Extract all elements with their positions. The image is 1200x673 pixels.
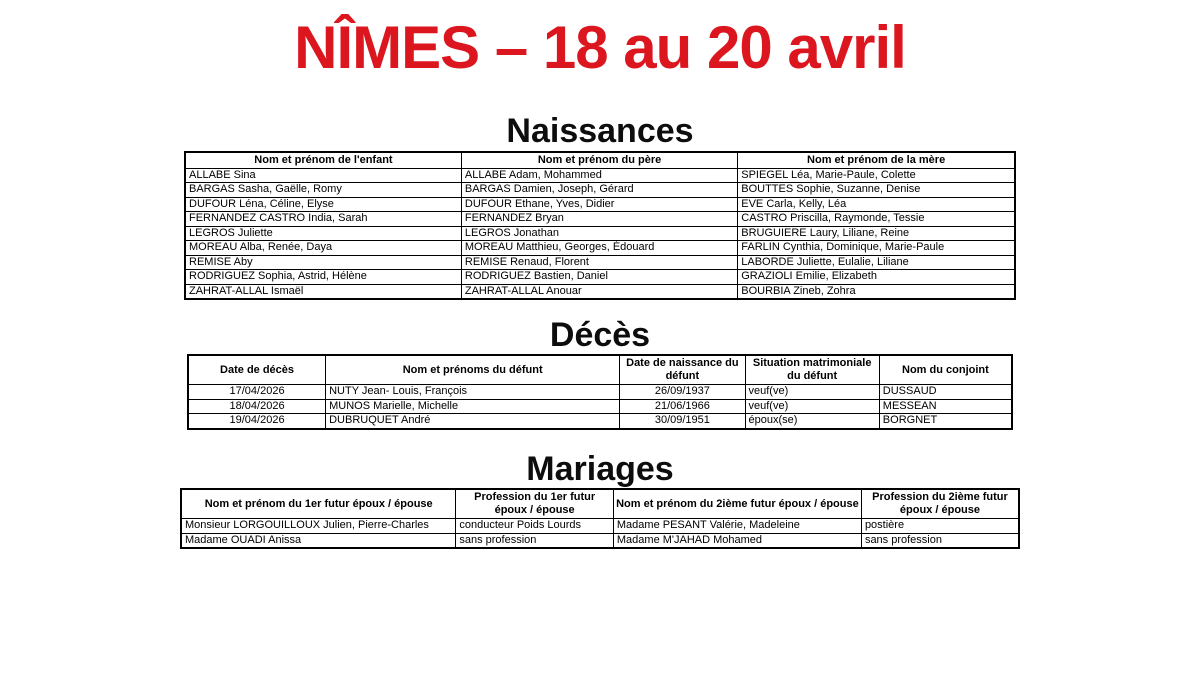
- table-cell: 18/04/2026: [188, 399, 326, 414]
- table-cell: ZAHRAT-ALLAL Ismaël: [185, 284, 461, 299]
- column-header: Profession du 1er futur époux / épouse: [456, 489, 614, 519]
- table-cell: MOREAU Matthieu, Georges, Édouard: [461, 241, 737, 256]
- table-row: [185, 270, 1015, 285]
- table-cell: BOUTTES Sophie, Suzanne, Denise: [738, 183, 1015, 198]
- table-cell: ALLABE Sina: [185, 168, 461, 183]
- table-cell: FERNANDEZ CASTRO India, Sarah: [185, 212, 461, 227]
- table-cell: 17/04/2026: [188, 385, 326, 400]
- table-row: [185, 197, 1015, 212]
- naissances-table: [184, 151, 1016, 301]
- table-row: [185, 226, 1015, 241]
- table-cell: SPIEGEL Léa, Marie-Paule, Colette: [738, 168, 1015, 183]
- column-header: Situation matrimoniale du défunt: [745, 355, 879, 385]
- deces-heading: Décès: [549, 316, 651, 355]
- column-header: Nom et prénoms du défunt: [326, 355, 620, 385]
- table-header-row: [181, 489, 1019, 519]
- table-cell: époux(se): [745, 414, 879, 429]
- table-cell: REMISE Aby: [185, 255, 461, 270]
- table-header-row: [185, 152, 1015, 169]
- table-row: [181, 533, 1019, 548]
- table-cell: MUNOS Marielle, Michelle: [326, 399, 620, 414]
- table-cell: BRUGUIERE Laury, Liliane, Reine: [738, 226, 1015, 241]
- table-cell: BARGAS Damien, Joseph, Gérard: [461, 183, 737, 198]
- table-cell: veuf(ve): [745, 385, 879, 400]
- column-header: Nom et prénom de l'enfant: [185, 152, 461, 169]
- table-row: [185, 183, 1015, 198]
- table-row: [185, 212, 1015, 227]
- table-cell: DUSSAUD: [879, 385, 1012, 400]
- table-cell: NUTY Jean- Louis, François: [326, 385, 620, 400]
- table-cell: 26/09/1937: [620, 385, 745, 400]
- table-cell: DUFOUR Léna, Céline, Elyse: [185, 197, 461, 212]
- deces-table: [187, 354, 1013, 430]
- table-cell: BORGNET: [879, 414, 1012, 429]
- table-cell: Madame OUADI Anissa: [181, 533, 456, 548]
- table-cell: GRAZIOLI Emilie, Elizabeth: [738, 270, 1015, 285]
- table-cell: LEGROS Juliette: [185, 226, 461, 241]
- table-cell: Madame M'JAHAD Mohamed: [613, 533, 861, 548]
- table-header-row: [188, 355, 1012, 385]
- table-cell: ZAHRAT-ALLAL Anouar: [461, 284, 737, 299]
- column-header: Date de naissance du défunt: [620, 355, 745, 385]
- table-cell: postière: [861, 519, 1019, 534]
- table-cell: EVE Carla, Kelly, Léa: [738, 197, 1015, 212]
- column-header: Nom et prénom de la mère: [738, 152, 1015, 169]
- column-header: Nom et prénom du père: [461, 152, 737, 169]
- table-cell: RODRIGUEZ Bastien, Daniel: [461, 270, 737, 285]
- table-cell: LABORDE Juliette, Eulalie, Liliane: [738, 255, 1015, 270]
- page-title: NÎMES – 18 au 20 avril: [294, 14, 906, 81]
- table-cell: RODRIGUEZ Sophia, Astrid, Hélène: [185, 270, 461, 285]
- table-cell: REMISE Renaud, Florent: [461, 255, 737, 270]
- table-cell: CASTRO Priscilla, Raymonde, Tessie: [738, 212, 1015, 227]
- table-row: [188, 399, 1012, 414]
- table-cell: BOURBIA Zineb, Zohra: [738, 284, 1015, 299]
- mariages-heading: Mariages: [526, 449, 674, 488]
- table-row: [185, 284, 1015, 299]
- table-row: [181, 519, 1019, 534]
- table-row: [188, 385, 1012, 400]
- table-cell: FARLIN Cynthia, Dominique, Marie-Paule: [738, 241, 1015, 256]
- table-cell: veuf(ve): [745, 399, 879, 414]
- column-header: Nom du conjoint: [879, 355, 1012, 385]
- table-cell: MOREAU Alba, Renée, Daya: [185, 241, 461, 256]
- table-cell: sans profession: [861, 533, 1019, 548]
- naissances-heading: Naissances: [506, 112, 694, 151]
- table-cell: MESSEAN: [879, 399, 1012, 414]
- column-header: Date de décès: [188, 355, 326, 385]
- table-cell: DUBRUQUET André: [326, 414, 620, 429]
- column-header: Profession du 2ième futur époux / épouse: [861, 489, 1019, 519]
- table-cell: Monsieur LORGOUILLOUX Julien, Pierre-Charles: [181, 519, 456, 534]
- column-header: Nom et prénom du 2ième futur époux / épouse: [613, 489, 861, 519]
- mariages-table: [180, 488, 1020, 549]
- table-cell: FERNANDEZ Bryan: [461, 212, 737, 227]
- table-row: [188, 414, 1012, 429]
- table-cell: 21/06/1966: [620, 399, 745, 414]
- table-cell: BARGAS Sasha, Gaëlle, Romy: [185, 183, 461, 198]
- column-header: Nom et prénom du 1er futur époux / épouse: [181, 489, 456, 519]
- table-cell: conducteur Poids Lourds: [456, 519, 614, 534]
- table-cell: 30/09/1951: [620, 414, 745, 429]
- table-row: [185, 255, 1015, 270]
- table-cell: LEGROS Jonathan: [461, 226, 737, 241]
- table-cell: 19/04/2026: [188, 414, 326, 429]
- table-row: [185, 241, 1015, 256]
- table-cell: ALLABE Adam, Mohammed: [461, 168, 737, 183]
- table-row: [185, 168, 1015, 183]
- table-cell: sans profession: [456, 533, 614, 548]
- table-cell: DUFOUR Ethane, Yves, Didier: [461, 197, 737, 212]
- table-cell: Madame PESANT Valérie, Madeleine: [613, 519, 861, 534]
